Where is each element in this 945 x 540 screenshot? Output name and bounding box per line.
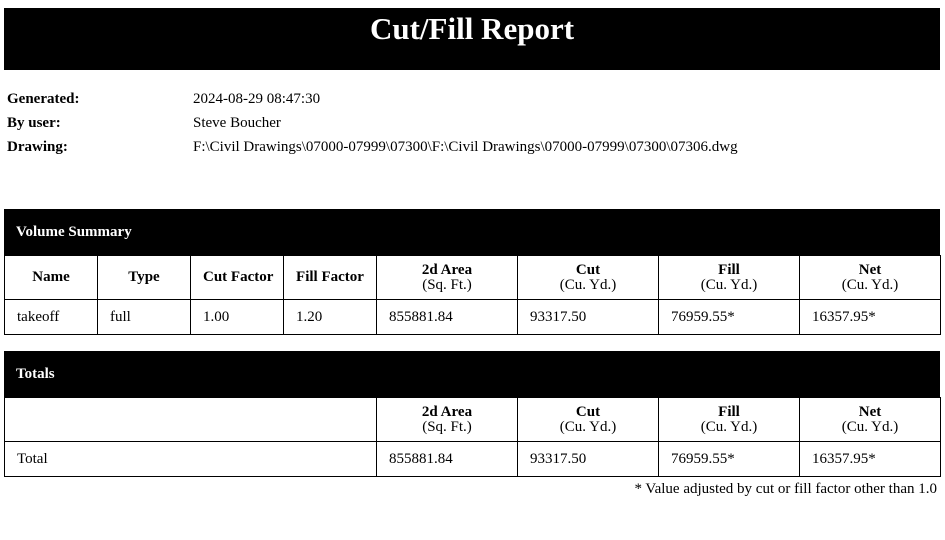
totals-fill-cell: 76959.55* [659,442,800,477]
totals-fill-header-unit: (Cu. Yd.) [700,418,758,435]
fill-header-label: Fill [718,261,740,278]
generated-label: Generated: [7,91,80,107]
totals-area-header-unit: (Sq. Ft.) [422,418,472,435]
net-header-label: Net [858,261,882,278]
drawing-label: Drawing: [7,139,68,155]
fill-factor-cell: 1.20 [284,300,377,335]
fill-factor-column-header: Fill Factor [284,256,377,300]
totals-cut-cell: 93317.50 [518,442,659,477]
totals-blank-header [5,398,377,442]
volume-summary-heading: Volume Summary [4,209,940,255]
area-column-header [377,256,518,300]
user-value: Steve Boucher [193,115,281,131]
totals-net-cell: 16357.95* [800,442,941,477]
totals-row [5,442,941,477]
totals-fill-column-header [659,398,800,442]
area-header-label: 2d Area [421,261,473,278]
totals-cut-header-label: Cut [575,403,601,420]
report-title: Cut/Fill Report [4,8,940,70]
type-cell: full [98,300,191,335]
cut-header-unit: (Cu. Yd.) [559,276,617,293]
totals-label-cell: Total [5,442,377,477]
generated-value: 2024-08-29 08:47:30 [193,91,321,107]
totals-area-header-label: 2d Area [421,403,473,420]
totals-heading: Totals [4,351,940,397]
net-column-header [800,256,941,300]
footnote: * Value adjusted by cut or fill factor other than 1.0 [634,481,937,497]
drawing-path: F:\Civil Drawings\07000-07999\07300\F:\Civil Drawings\07000-07999\07300\07306.dwg [193,139,738,155]
volume-summary-table [4,255,941,335]
totals-table [4,397,941,477]
fill-column-header [659,256,800,300]
cut-header-label: Cut [575,261,601,278]
area-header-unit: (Sq. Ft.) [422,276,472,293]
cut-factor-column-header: Cut Factor [191,256,284,300]
user-label: By user: [7,115,61,131]
table-row [5,300,941,335]
totals-fill-header-label: Fill [718,403,740,420]
cut-factor-cell: 1.00 [191,300,284,335]
fill-cell: 76959.55* [659,300,800,335]
volume-summary-header-row [5,256,941,300]
net-cell: 16357.95* [800,300,941,335]
cut-column-header [518,256,659,300]
totals-cut-column-header [518,398,659,442]
totals-header-row [5,398,941,442]
totals-net-header-unit: (Cu. Yd.) [841,418,899,435]
name-column-header: Name [5,256,98,300]
type-column-header: Type [98,256,191,300]
fill-header-unit: (Cu. Yd.) [700,276,758,293]
net-header-unit: (Cu. Yd.) [841,276,899,293]
totals-area-column-header [377,398,518,442]
cut-cell: 93317.50 [518,300,659,335]
area-cell: 855881.84 [377,300,518,335]
totals-cut-header-unit: (Cu. Yd.) [559,418,617,435]
totals-net-header-label: Net [858,403,882,420]
totals-area-cell: 855881.84 [377,442,518,477]
name-cell: takeoff [5,300,98,335]
totals-net-column-header [800,398,941,442]
